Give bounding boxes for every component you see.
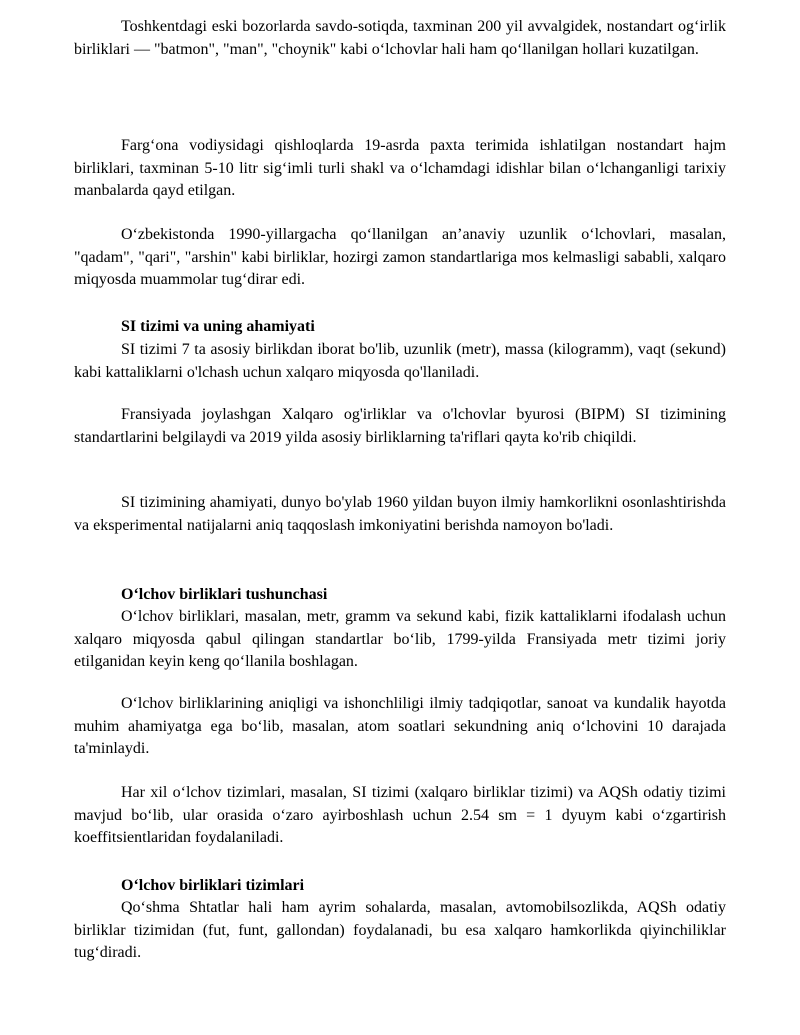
- section-heading-units-concept: O‘lchov birliklari tushunchasi: [121, 586, 328, 603]
- paragraph-unit-systems: Har xil o‘lchov tizimlari, masalan, SI tizimi (xalqaro birliklar tizimi) va AQSh odatiy tizimi mavjud bo‘lib, ular orasida o‘zaro ayirboshlash uchun 2.54 sm = 1 dyuym kabi o‘zgartirish koeffitsientlaridan foydalaniladi.: [74, 784, 726, 847]
- paragraph-bazaars: Toshkentdagi eski bozorlarda savdo-sotiqda, taxminan 200 yil avvalgidek, nostandart og‘irlik birliklari — "batmon", "man", "choynik" kabi o‘lchovlar hali ham qo‘llanilgan hollari kuzatilgan.: [74, 18, 726, 58]
- paragraph-si-units: SI tizimi 7 ta asosiy birlikdan iborat bo'lib, uzunlik (metr), massa (kilogramm), vaqt (sekund) kabi kattaliklarni o'lchash uchun xalqaro miqyosda qo'llaniladi.: [74, 341, 726, 381]
- paragraph-uzbekistan-measures: O‘zbekistonda 1990-yillargacha qo‘llanilgan an’anaviy uzunlik o‘lchovlari, masalan, "qadam", "qari", "arshin" kabi birliklar, hozirgi zamon standartlariga mos kelmasligi sababli, xalqaro miqyosda muammolar tug‘dirar edi.: [74, 226, 726, 289]
- paragraph-units-definition: O‘lchov birliklari, masalan, metr, gramm va sekund kabi, fizik kattaliklarni ifodalash uchun xalqaro miqyosda qabul qilingan standartlar bo‘lib, 1799-yilda Fransiyada metr tizimi joriy etilganidan keyin keng qo‘llanila boshlagan.: [74, 608, 726, 671]
- paragraph-fergana: Farg‘ona vodiysidagi qishloqlarda 19-asrda paxta terimida ishlatilgan nostandart hajm birliklari, taxminan 5-10 litr sig‘imli turli shakl va o‘lchamdagi idishlar bilan o‘lchanganligi tarixiy manbalarda qayd etilgan.: [74, 137, 726, 200]
- section-heading-unit-systems: O‘lchov birliklari tizimlari: [121, 877, 305, 894]
- paragraph-units-accuracy: O‘lchov birliklarining aniqligi va ishonchliligi ilmiy tadqiqotlar, sanoat va kundalik hayotda muhim ahamiyatga ega bo‘lib, masalan, atom soatlari sekundning aniq o‘lchovini 10 darajada ta'minlaydi.: [74, 695, 726, 758]
- paragraph-bipm: Fransiyada joylashgan Xalqaro og'irliklar va o'lchovlar byurosi (BIPM) SI tizimining standartlarini belgilaydi va 2019 yilda asosiy birliklarning ta'riflari qayta ko'rib chiqildi.: [74, 406, 726, 446]
- paragraph-usa-customary: Qo‘shma Shtatlar hali ham ayrim sohalarda, masalan, avtomobilsozlikda, AQSh odatiy birliklar tizimidan (fut, funt, gallondan) foydalanadi, bu esa xalqaro hamkorlikda qiyinchiliklar tug‘diradi.: [74, 899, 726, 962]
- paragraph-si-importance: SI tizimining ahamiyati, dunyo bo'ylab 1960 yildan buyon ilmiy hamkorlikni osonlashtirishda va eksperimental natijalarni aniq taqqoslash imkoniyatini berishda namoyon bo'ladi.: [74, 494, 726, 534]
- section-heading-si-system: SI tizimi va uning ahamiyati: [121, 318, 315, 335]
